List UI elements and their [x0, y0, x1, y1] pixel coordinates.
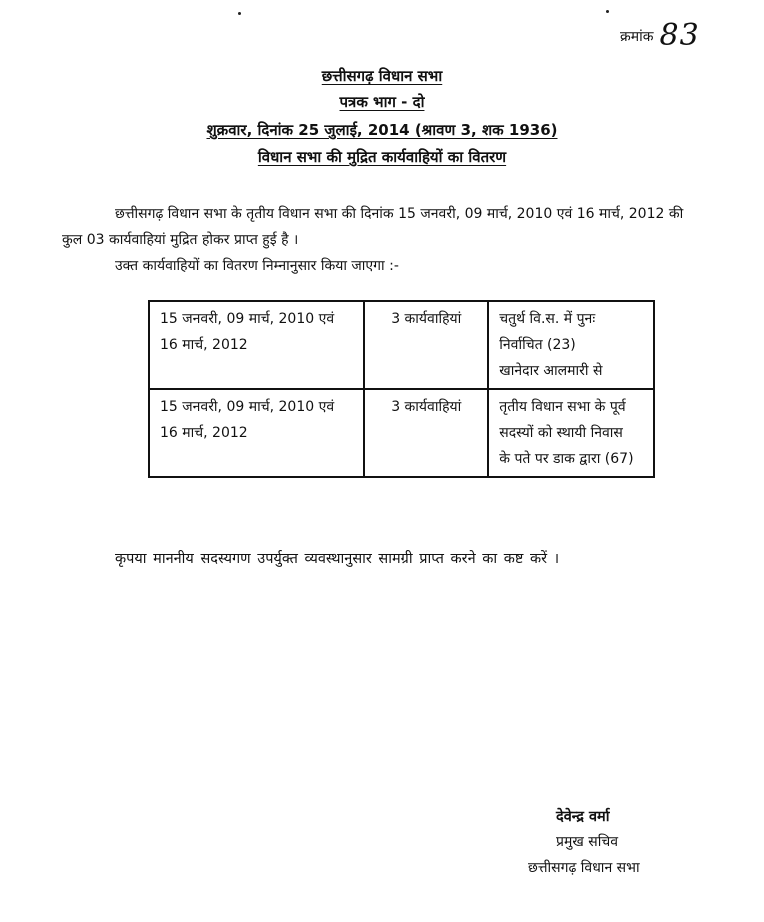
bulletin-title: पत्रक भाग - दो	[339, 93, 425, 111]
date-line: शुक्रवार, दिनांक 25 जुलाई, 2014 (श्रावण 3, शक 1936)	[206, 121, 558, 139]
serial-number	[620, 18, 700, 53]
scan-speck	[606, 10, 609, 13]
date-text: 16 मार्च, 2012	[160, 337, 248, 353]
assembly-title: छत्तीसगढ़ विधान सभा	[321, 67, 443, 85]
table-row	[149, 301, 654, 389]
mode-text: खानेदार आलमारी से	[499, 363, 603, 379]
mode-text: के पते पर डाक द्वारा (67)	[499, 451, 634, 467]
mode-text: तृतीय विधान सभा के पूर्व	[499, 399, 626, 415]
table-row	[149, 389, 654, 477]
mode-text: सदस्यों को स्थायी निवास	[499, 425, 623, 441]
body-paragraph-line-1: छत्तीसगढ़ विधान सभा के तृतीय विधान सभा की दिनांक 15 जनवरी, 09 मार्च, 2010 एवं 16 मार्च, 2012 की	[115, 206, 684, 222]
table-cell-dates	[149, 389, 364, 477]
serial-label: क्रमांक	[620, 29, 654, 45]
body-paragraph-intro: उक्त कार्यवाहियों का वितरण निम्नानुसार किया जाएगा :-	[115, 258, 399, 274]
count-text: 3 कार्यवाहियां	[391, 399, 462, 415]
date-text: 16 मार्च, 2012	[160, 425, 248, 441]
table-cell-distribution-mode	[488, 389, 654, 477]
mode-text: चतुर्थ वि.स. में पुनः	[499, 311, 596, 327]
table-cell-distribution-mode	[488, 301, 654, 389]
signatory-office: छत्तीसगढ़ विधान सभा	[528, 860, 640, 876]
body-paragraph-line-2: कुल 03 कार्यवाहियां मुद्रित होकर प्राप्त हुई है ।	[62, 232, 299, 248]
subject-title: विधान सभा की मुद्रित कार्यवाहियों का वितरण	[257, 148, 507, 166]
signatory-name: देवेन्द्र वर्मा	[556, 809, 610, 825]
closing-request: कृपया माननीय सदस्यगण उपर्युक्त व्यवस्थानुसार सामग्री प्राप्त करने का कष्ट करें ।	[115, 551, 560, 567]
distribution-table	[148, 300, 655, 478]
date-text: 15 जनवरी, 09 मार्च, 2010 एवं	[160, 311, 335, 327]
table-cell-count	[364, 301, 488, 389]
date-text: 15 जनवरी, 09 मार्च, 2010 एवं	[160, 399, 335, 415]
table-cell-dates	[149, 301, 364, 389]
signatory-designation: प्रमुख सचिव	[556, 834, 619, 850]
count-text: 3 कार्यवाहियां	[391, 311, 462, 327]
table-cell-count	[364, 389, 488, 477]
scan-speck	[238, 12, 241, 15]
mode-text: निर्वाचित (23)	[499, 337, 576, 353]
serial-handwritten-number: 83	[659, 18, 700, 53]
